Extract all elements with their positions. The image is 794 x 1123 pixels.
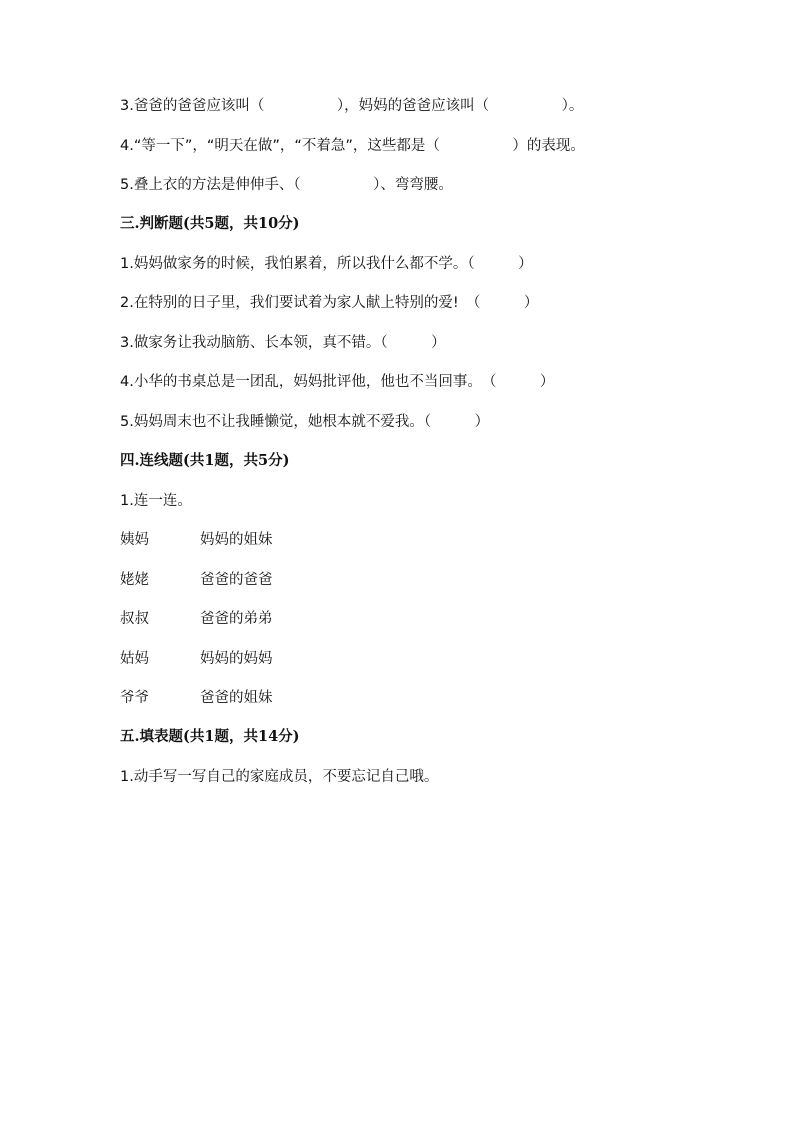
- match-left-item[interactable]: 姑妈: [120, 651, 149, 667]
- match-right-item[interactable]: 爸爸的弟弟: [200, 611, 273, 627]
- match-left-item[interactable]: 爷爷: [120, 690, 149, 706]
- judgement-question-2: 2.在特别的日子里，我们要试着为家人献上特别的爱! （ ）: [120, 295, 539, 311]
- fill-question-4: 4.“等一下”，“明天在做”，“不着急”，这些都是（ ）的表现。: [120, 138, 585, 154]
- match-right-item[interactable]: 爸爸的爸爸: [200, 572, 273, 588]
- match-left-item[interactable]: 姨妈: [120, 532, 149, 548]
- matching-question: 1.连一连。: [120, 493, 192, 509]
- judgement-question-5: 5.妈妈周末也不让我睡懒觉，她根本就不爱我。（ ）: [120, 414, 490, 430]
- judgement-question-1: 1.妈妈做家务的时候，我怕累着，所以我什么都不学。（ ）: [120, 256, 533, 272]
- table-question: 1.动手写一写自己的家庭成员，不要忘记自己哦。: [120, 769, 439, 785]
- judgement-question-3: 3.做家务让我动脑筋、长本领，真不错。（ ）: [120, 335, 446, 351]
- judgement-section-title: 三.判断题(共5题，共10分): [120, 215, 300, 232]
- table-section-title: 五.填表题(共1题，共14分): [120, 728, 300, 745]
- match-left-item[interactable]: 叔叔: [120, 611, 149, 627]
- match-left-item[interactable]: 姥姥: [120, 572, 149, 588]
- match-right-item[interactable]: 爸爸的姐妹: [200, 690, 273, 706]
- fill-question-5: 5.叠上衣的方法是伸伸手、（ ）、弯弯腰。: [120, 177, 453, 193]
- matching-section-title: 四.连线题(共1题，共5分): [120, 452, 290, 469]
- match-right-item[interactable]: 妈妈的姐妹: [200, 532, 273, 548]
- judgement-question-4: 4.小华的书桌总是一团乱，妈妈批评他，他也不当回事。 （ ）: [120, 374, 555, 390]
- match-right-item[interactable]: 妈妈的妈妈: [200, 651, 273, 667]
- fill-question-3: 3.爸爸的爸爸应该叫（ ），妈妈的爸爸应该叫（ ）。: [120, 98, 584, 114]
